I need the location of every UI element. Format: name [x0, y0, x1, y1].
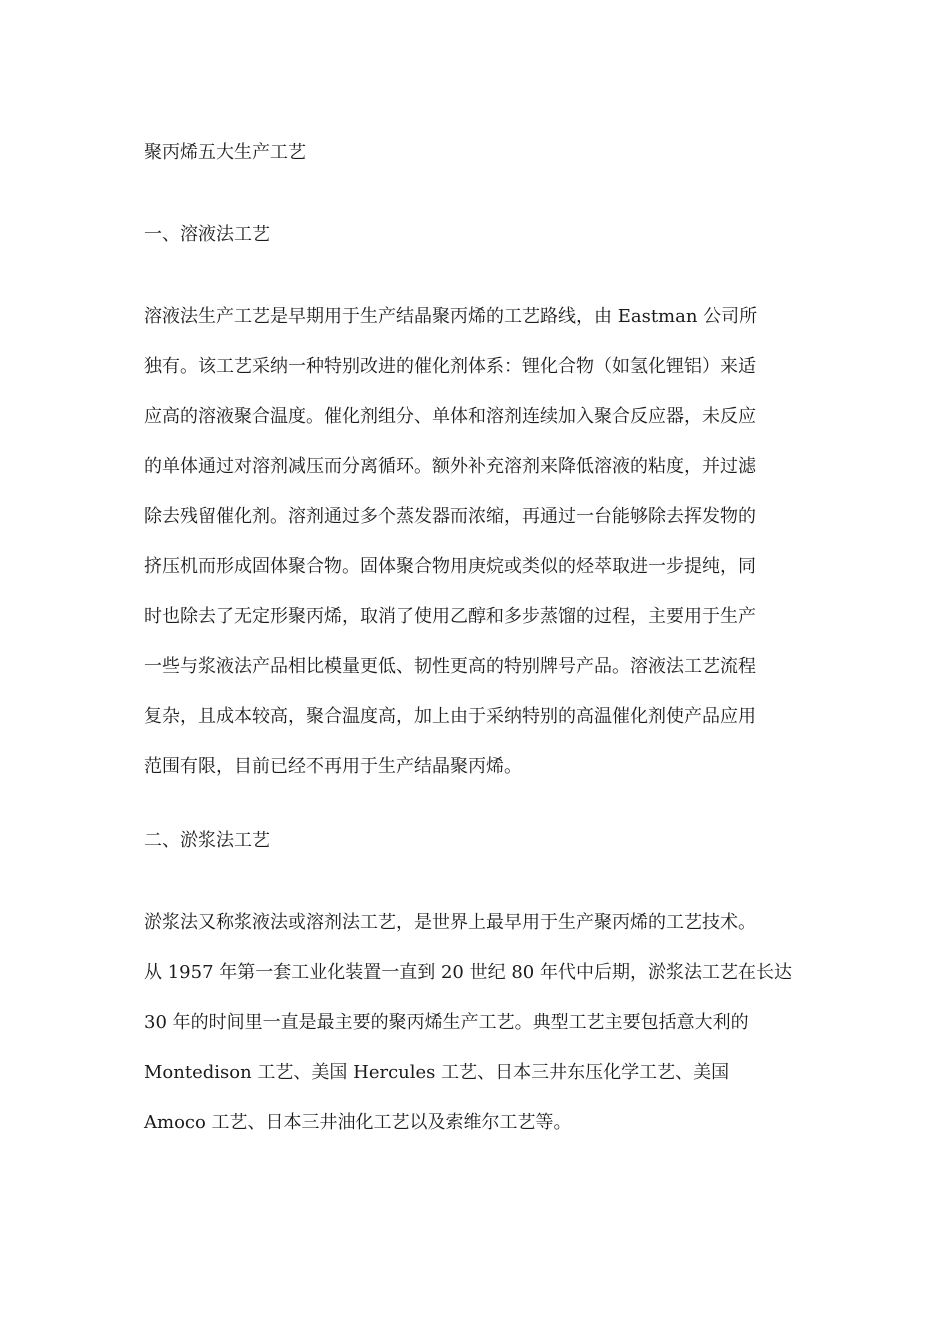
paragraph-line: 从 1957 年第一套工业化装置一直到 20 世纪 80 年代中后期，淤浆法工艺在长达 [144, 962, 792, 983]
paragraph-line: 的单体通过对溶剂减压而分离循环。额外补充溶剂来降低溶液的粘度，并过滤 [144, 456, 756, 477]
section-body-1 [144, 292, 809, 792]
section-heading-2: 二、淤浆法工艺 [144, 830, 270, 851]
section-heading-1: 一、溶液法工艺 [144, 224, 270, 245]
paragraph-line: 除去残留催化剂。溶剂通过多个蒸发器而浓缩，再通过一台能够除去挥发物的 [144, 506, 756, 527]
paragraph-line: 复杂，且成本较高，聚合温度高，加上由于采纳特别的高温催化剂使产品应用 [144, 706, 756, 727]
spacer [144, 178, 809, 210]
paragraph-line: 时也除去了无定形聚丙烯，取消了使用乙醇和多步蒸馏的过程，主要用于生产 [144, 606, 756, 627]
document-title: 聚丙烯五大生产工艺 [144, 142, 306, 163]
paragraph-line: 独有。该工艺采纳一种特别改进的催化剂体系：锂化合物（如氢化锂铝）来适 [144, 356, 756, 377]
spacer [144, 866, 809, 898]
spacer [144, 260, 809, 292]
paragraph-line: 一些与浆液法产品相比模量更低、韧性更高的特别牌号产品。溶液法工艺流程 [144, 656, 756, 677]
paragraph-line: Montedison 工艺、美国 Hercules 工艺、日本三井东压化学工艺、美国 [144, 1062, 730, 1083]
spacer [144, 792, 809, 816]
paragraph-line: 应高的溶液聚合温度。催化剂组分、单体和溶剂连续加入聚合反应器，未反应 [144, 406, 756, 427]
section-body-2 [144, 898, 809, 1148]
paragraph-line: Amoco 工艺、日本三井油化工艺以及索维尔工艺等。 [144, 1112, 572, 1133]
paragraph-line: 挤压机而形成固体聚合物。固体聚合物用庚烷或类似的烃萃取进一步提纯，同 [144, 556, 756, 577]
paragraph-line: 溶液法生产工艺是早期用于生产结晶聚丙烯的工艺路线，由 Eastman 公司所 [144, 306, 758, 327]
paragraph-line: 范围有限，目前已经不再用于生产结晶聚丙烯。 [144, 756, 522, 777]
paragraph-line: 30 年的时间里一直是最主要的聚丙烯生产工艺。典型工艺主要包括意大利的 [144, 1012, 749, 1033]
paragraph-line: 淤浆法又称浆液法或溶剂法工艺，是世界上最早用于生产聚丙烯的工艺技术。 [144, 912, 756, 933]
document-page [144, 128, 809, 1148]
